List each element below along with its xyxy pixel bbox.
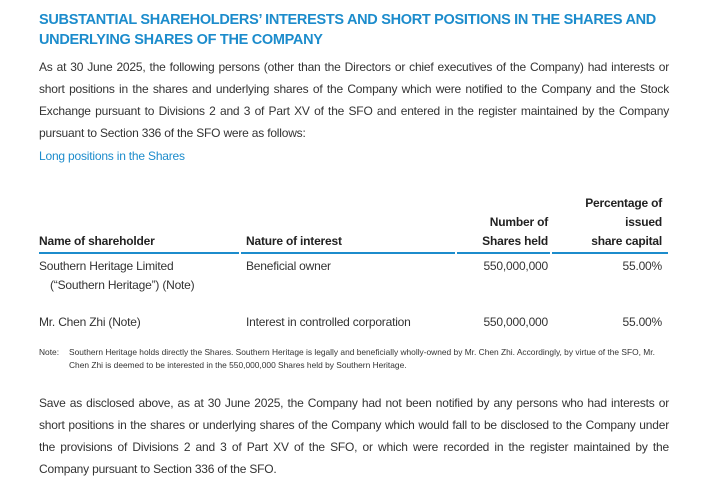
header-shares-line1: Number of <box>489 215 548 229</box>
header-rule <box>552 252 668 254</box>
note-label: Note: <box>39 347 60 357</box>
header-pct-line1: Percentage of <box>585 196 662 210</box>
cell-shares: 550,000,000 <box>483 259 548 273</box>
section-title: SUBSTANTIAL SHAREHOLDERS’ INTERESTS AND SHORT POSITIONS IN THE SHARES AND UNDERLYING SHARES OF THE COMPANY <box>39 12 656 48</box>
header-shares-line2: Shares held <box>482 234 548 248</box>
cell-name: Mr. Chen Zhi (Note) <box>39 315 141 329</box>
table-note <box>39 346 669 372</box>
intro-paragraph: As at 30 June 2025, the following persons (other than the Directors or chief executives of the Company) had interests or short positions in the shares and underlying shares of the Company which were notified to the Company and the Stock Exchange pursuant to Divisions 2 and 3 of Part XV of the SFO and entered in the register maintained by the Company pursuant to Section 336 of the SFO were as follows: <box>39 60 669 140</box>
header-nature: Nature of interest <box>246 234 342 248</box>
cell-shares: 550,000,000 <box>483 315 548 329</box>
header-rule <box>457 252 550 254</box>
header-rule <box>241 252 455 254</box>
cell-name-cont: (“Southern Heritage”) (Note) <box>50 278 195 292</box>
header-rule <box>39 252 239 254</box>
subsection-title: Long positions in the Shares <box>39 149 185 163</box>
cell-pct: 55.00% <box>622 315 662 329</box>
cell-nature: Interest in controlled corporation <box>246 315 411 329</box>
header-pct-line2: issued <box>625 215 662 229</box>
header-name: Name of shareholder <box>39 234 155 248</box>
cell-nature: Beneficial owner <box>246 259 331 273</box>
cell-name: Southern Heritage Limited <box>39 259 174 273</box>
cell-pct: 55.00% <box>622 259 662 273</box>
header-pct-line3: share capital <box>591 234 662 248</box>
note-text: Southern Heritage holds directly the Shares. Southern Heritage is legally and beneficially wholly-owned by Mr. Chen Zhi. Accordingly, by virtue of the SFO, Mr. Chen Zhi is deemed to be interested in the 550,000,000 Shares held by Southern Heritage. <box>69 347 655 370</box>
closing-paragraph: Save as disclosed above, as at 30 June 2025, the Company had not been notified by any persons who had interests or short positions in the shares or underlying shares of the Company which would fall to be disclosed to the Company under the provisions of Divisions 2 and 3 of Part XV of the SFO, or which were recorded in the register maintained by the Company pursuant to Section 336 of the SFO. <box>39 396 669 476</box>
